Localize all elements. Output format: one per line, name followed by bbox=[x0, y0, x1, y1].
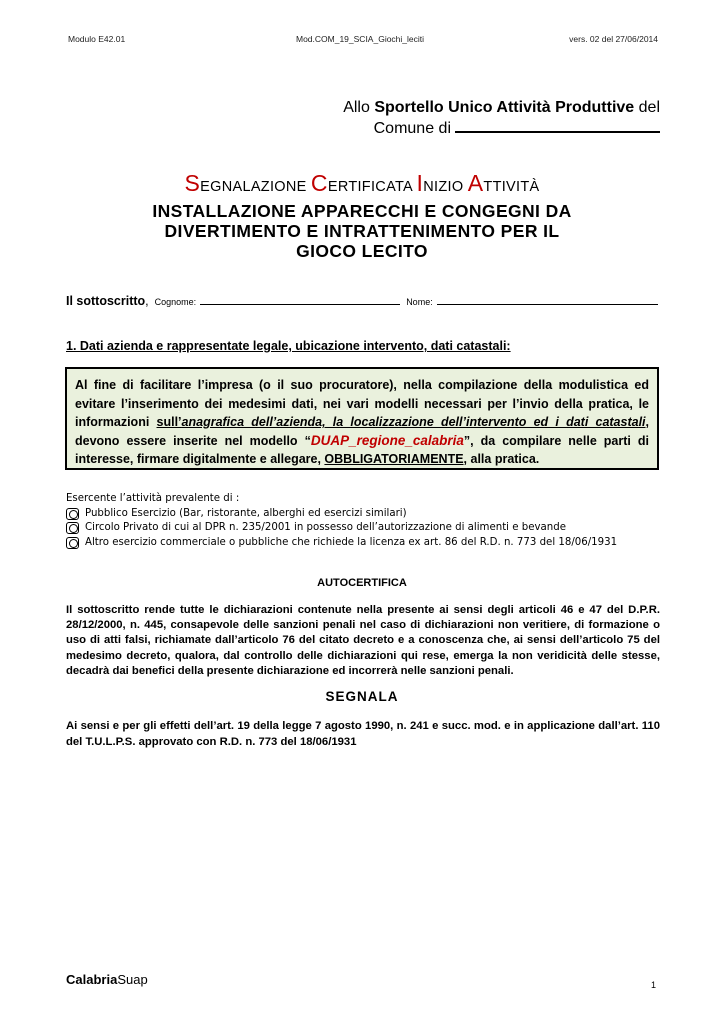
address-prefix: Allo bbox=[343, 99, 375, 116]
scia-word-segnalazione: EGNALAZIONE bbox=[200, 179, 311, 195]
surname-field[interactable] bbox=[200, 295, 400, 305]
scia-initial-s: S bbox=[184, 170, 201, 196]
calabriasuap-logo bbox=[66, 972, 148, 987]
scia-word-certificata: ERTIFICATA bbox=[327, 179, 417, 195]
address-comune: Comune di bbox=[373, 120, 451, 137]
address-office: Sportello Unico Attività Produttive bbox=[374, 99, 635, 116]
activity-option-label: Pubblico Esercizio (Bar, ristorante, alberghi ed esercizi similari) bbox=[85, 507, 407, 519]
notice-mandatory: OBBLIGATORIAMENTE bbox=[324, 452, 464, 466]
recipient-address bbox=[330, 97, 660, 139]
radio-option-icon[interactable] bbox=[66, 508, 79, 520]
activity-heading: Esercente l’attività prevalente di : bbox=[66, 493, 240, 504]
header-version: vers. 02 del 27/06/2014 bbox=[569, 34, 658, 44]
name-label: Nome: bbox=[406, 297, 433, 307]
notice-box bbox=[65, 367, 659, 470]
activity-option bbox=[66, 536, 660, 551]
header-form-name: Mod.COM_19_SCIA_Giochi_leciti bbox=[296, 34, 425, 44]
signatory-label: Il sottoscritto bbox=[66, 294, 146, 308]
section-1-heading: 1. Dati azienda e rappresentate legale, ubicazione intervento, dati catastali: bbox=[66, 339, 511, 353]
declaration-text: Il sottoscritto rende tutte le dichiarazioni contenute nella presente ai sensi degli articoli 46 e 47 del D.P.R. 28/12/2000, n. 445, consapevole delle sanzioni penali nel caso di dichiarazioni non veritiere, di formazione o uso di atti falsi, richiamate dall’articolo 76 del citato decreto e a conoscenza che, ai sensi dell’articolo 75 del medesimo decreto, qualora, dal controllo delle dichiarazioni qui rese, emerga la non veridicità delle stesse, decadrà dai benefici della presente dichiarazione ed incorrerà nelle sanzioni penali. bbox=[66, 604, 660, 677]
activity-option-label: Circolo Privato di cui al DPR n. 235/2001 in possesso dell’autorizzazione di alimenti e bevande bbox=[85, 522, 566, 533]
notice-sull: sull’ bbox=[156, 415, 182, 429]
name-field[interactable] bbox=[437, 295, 658, 305]
duap-model-name: DUAP_regione_calabria bbox=[310, 432, 464, 448]
scia-initial-i: I bbox=[416, 170, 424, 196]
scia-word-inizio: NIZIO bbox=[423, 179, 468, 195]
notice-text-1: Al fine di facilitare l’impresa (o il suo procuratore), nella compilazione della modulistica ed evitare l’inserimento dei medesimi dati, nei vari modelli necessari per l’invio della pratica, le informazioni bbox=[75, 378, 649, 429]
segnala-heading: SEGNALA bbox=[325, 689, 399, 704]
title-line-2: DIVERTIMENTO E INTRATTENIMENTO PER IL bbox=[164, 221, 560, 241]
address-suffix: del bbox=[634, 99, 660, 116]
scia-word-attivita: TTIVITÀ bbox=[483, 179, 540, 195]
notice-text-4: , alla pratica. bbox=[463, 452, 540, 466]
scia-initial-a: A bbox=[467, 170, 484, 196]
notice-text-2: , devono essere inserite nel modello “ bbox=[75, 415, 650, 448]
radio-option-icon[interactable] bbox=[66, 522, 79, 534]
scia-initial-c: C bbox=[310, 170, 328, 196]
logo-bold-part: Calabria bbox=[66, 972, 118, 987]
activity-option bbox=[66, 521, 660, 536]
page-number: 1 bbox=[650, 980, 656, 990]
signatory-comma: , bbox=[145, 294, 149, 308]
signatory-row bbox=[66, 294, 658, 308]
notice-text-3: ”, da compilare nelle parti di interesse, firmare digitalmente e allegare, bbox=[75, 433, 649, 466]
logo-light-part: Suap bbox=[117, 972, 148, 987]
activity-option bbox=[66, 507, 660, 522]
notice-italic-text: anagrafica dell’azienda, la localizzazione dell’intervento ed i dati catastali bbox=[181, 415, 646, 429]
autocertifica-heading: AUTOCERTIFICA bbox=[317, 577, 407, 589]
activity-section bbox=[66, 492, 660, 550]
address-comune-row bbox=[330, 118, 660, 139]
header-form-code: Modulo E42.01 bbox=[68, 34, 126, 44]
scia-heading bbox=[0, 170, 724, 197]
document-title bbox=[70, 201, 654, 261]
legal-reference-text: Ai sensi e per gli effetti dell’art. 19 della legge 7 agosto 1990, n. 241 e succ. mod. e in applicazione dall’art. 110 del T.U.L.P.S. approvato con R.D. n. 773 del 18/06/1931 bbox=[66, 720, 660, 748]
title-line-3: GIOCO LECITO bbox=[296, 241, 428, 261]
activity-option-label: Altro esercizio commerciale o pubbliche che richiede la licenza ex art. 86 del R.D. n. 773 del 18/06/1931 bbox=[85, 536, 618, 548]
title-line-1: INSTALLAZIONE APPARECCHI E CONGEGNI DA bbox=[152, 201, 572, 221]
comune-blank-field[interactable] bbox=[455, 119, 660, 133]
radio-option-icon[interactable] bbox=[66, 537, 79, 549]
surname-label: Cognome: bbox=[154, 297, 197, 307]
